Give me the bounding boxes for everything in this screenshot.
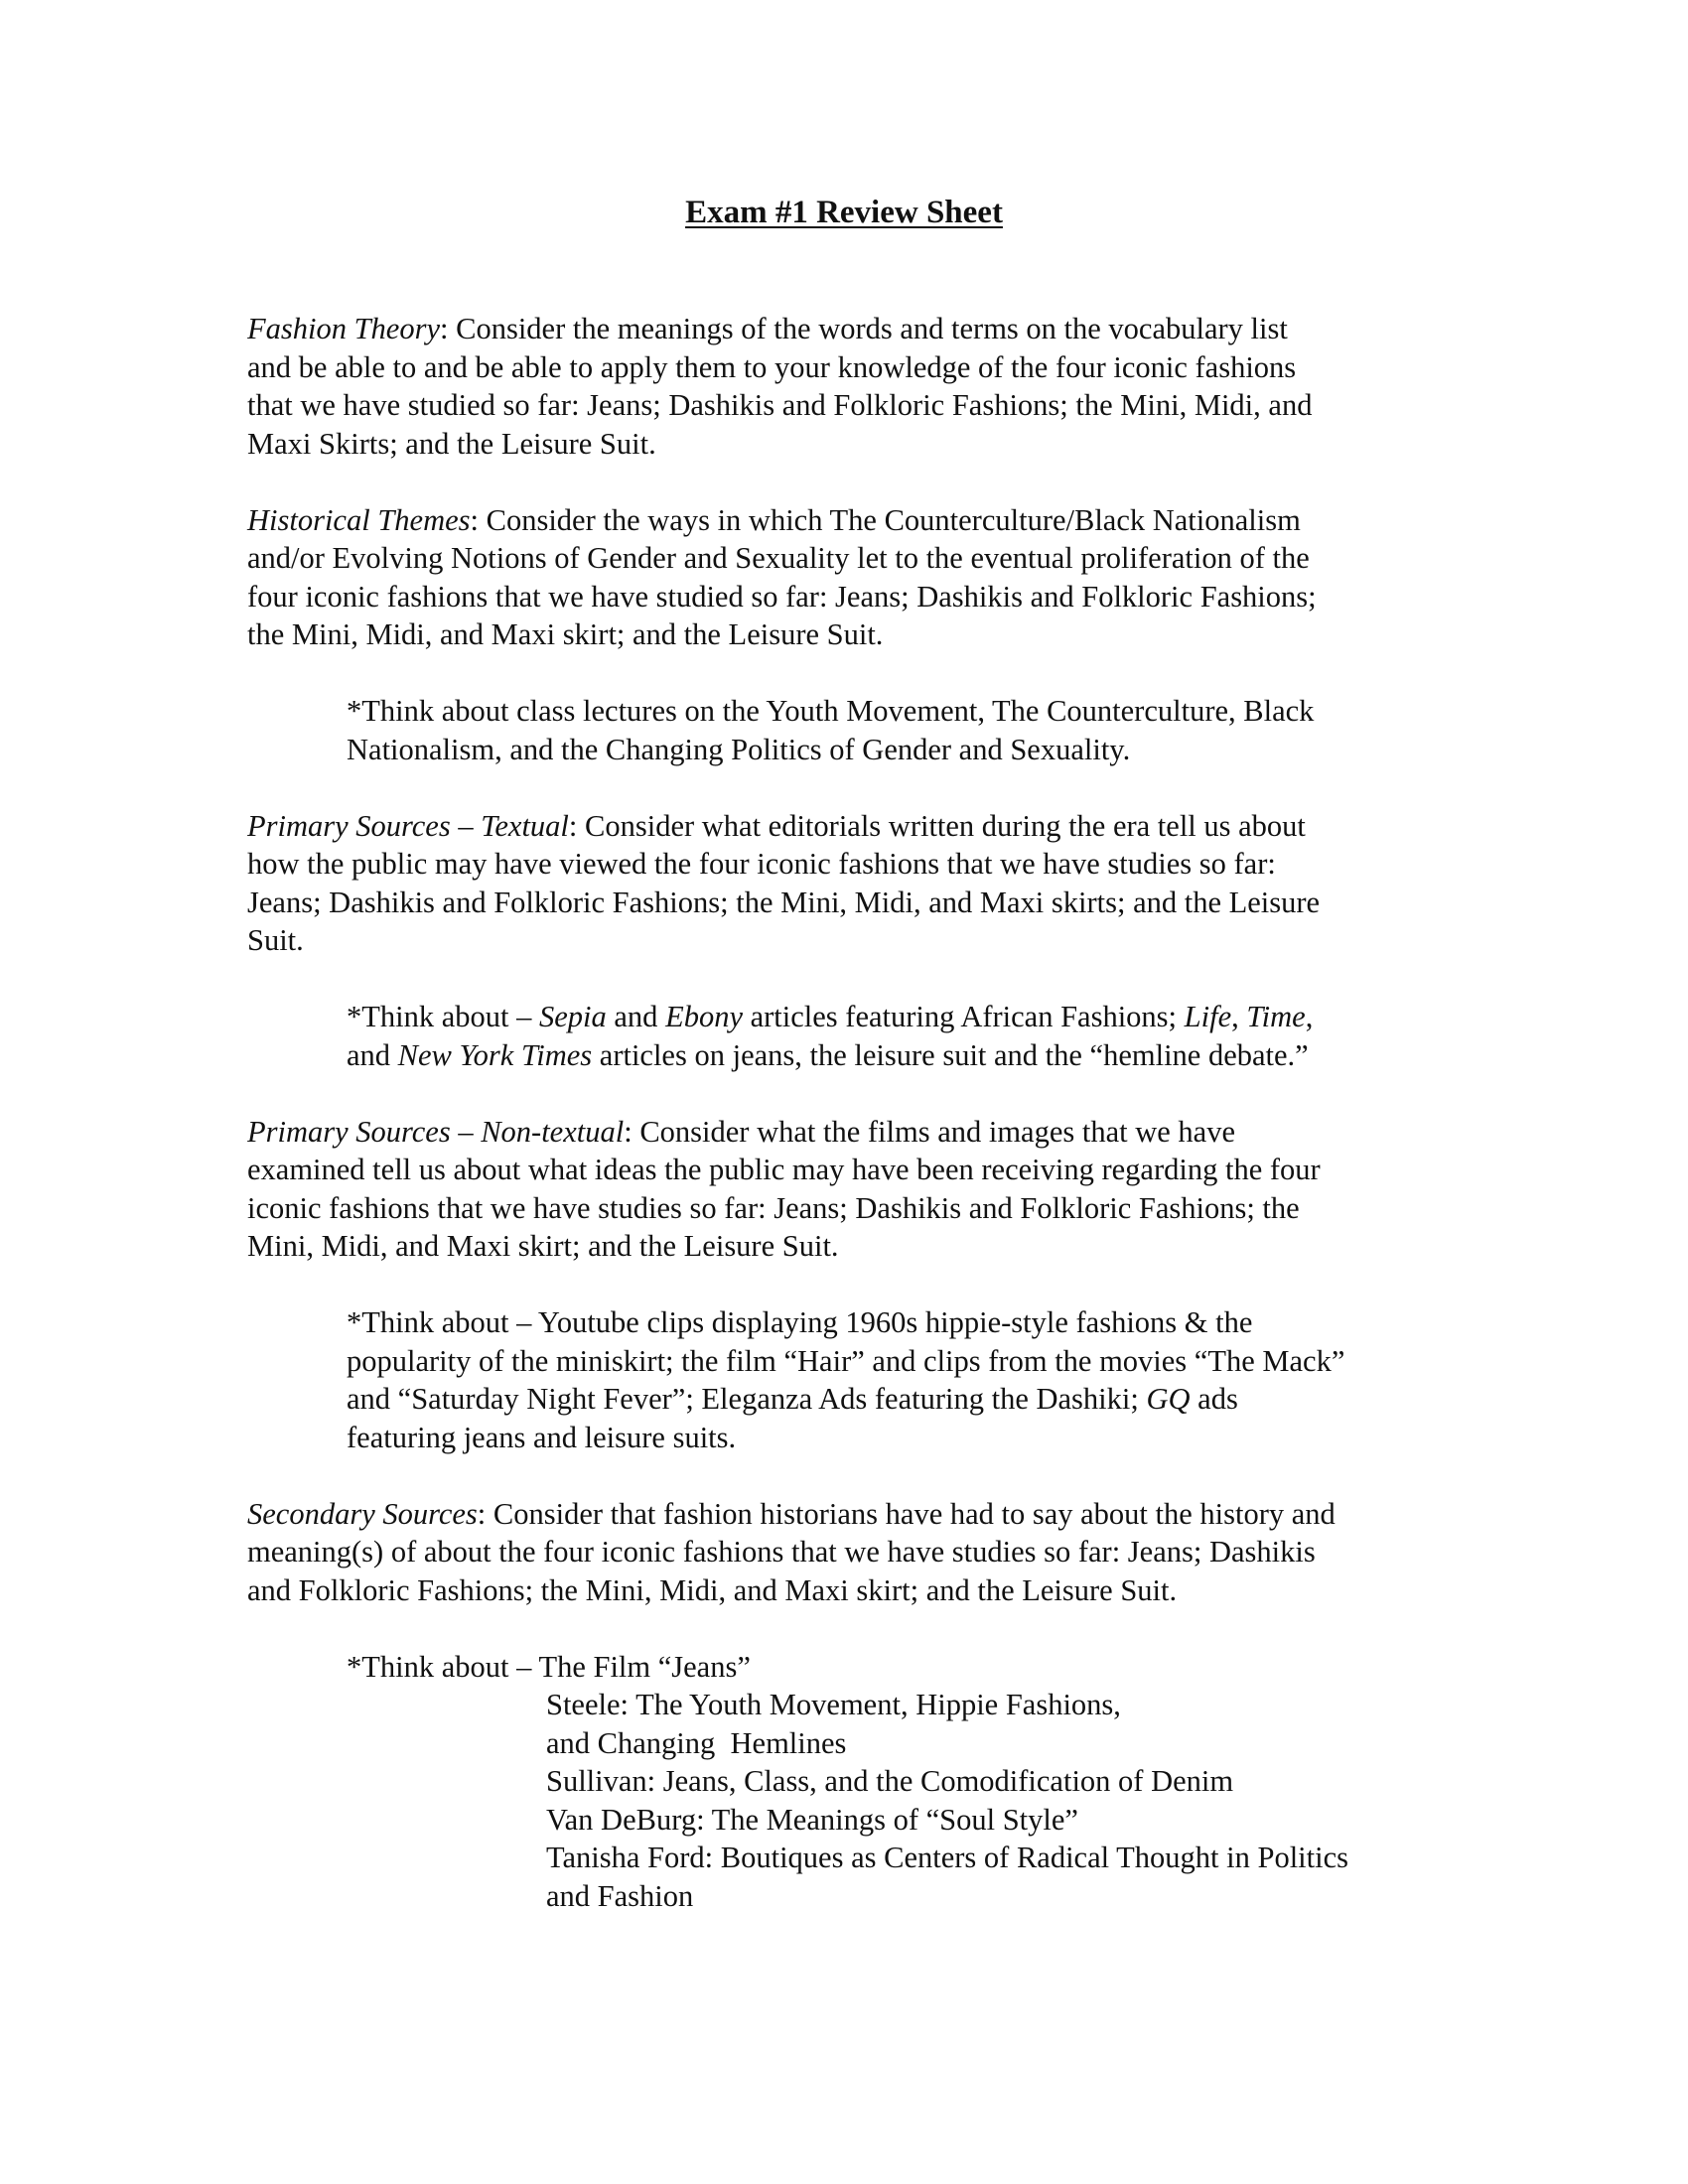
list-item: Van DeBurg: The Meanings of “Soul Style” (546, 1802, 1078, 1837)
section-text: : Consider that fashion historians have had to say about the history and (477, 1496, 1336, 1531)
section-primary-nontextual (247, 1113, 1459, 1266)
paragraph-line: and be able to and be able to apply them to your knowledge of the four iconic fashions (247, 349, 1297, 384)
note-primary-textual (347, 998, 1459, 1074)
section-heading: Primary Sources – Non-textual (247, 1114, 625, 1149)
note-line: *Think about – The Film “Jeans” (347, 1649, 751, 1684)
note-text: articles on jeans, the leisure suit and the “hemline debate.” (592, 1037, 1309, 1072)
section-heading: Historical Themes (247, 502, 471, 537)
note-text: , (1305, 1000, 1314, 1033)
list-item: Steele: The Youth Movement, Hippie Fashions, (546, 1688, 1121, 1721)
publication-title: Life (1184, 1000, 1232, 1033)
section-text: : Consider the meanings of the words and terms on the vocabulary list (440, 312, 1288, 345)
paragraph-line (247, 501, 1459, 540)
note-line (347, 1036, 1459, 1075)
paragraph-line: Maxi Skirts; and the Leisure Suit. (247, 426, 656, 461)
note-line: featuring jeans and leisure suits. (347, 1420, 737, 1454)
publication-title: Sepia (539, 1000, 607, 1033)
list-item: Tanisha Ford: Boutiques as Centers of Radical Thought in Politics (546, 1841, 1349, 1874)
paragraph-line: examined tell us about what ideas the public may have been receiving regarding the four (247, 1153, 1321, 1186)
note-line: Nationalism, and the Changing Politics of Gender and Sexuality. (347, 732, 1131, 766)
paragraph-line: that we have studied so far: Jeans; Dashikis and Folkloric Fashions; the Mini, Midi, and (247, 388, 1313, 422)
paragraph-line: and Folkloric Fashions; the Mini, Midi, and Maxi skirt; and the Leisure Suit. (247, 1572, 1178, 1607)
note-text: and “Saturday Night Fever”; Eleganza Ads featuring the Dashiki; (347, 1382, 1147, 1416)
note-line: *Think about class lectures on the Youth Movement, The Counterculture, Black (347, 694, 1315, 728)
paragraph-line: and/or Evolving Notions of Gender and Sexuality let to the eventual proliferation of the (247, 541, 1310, 575)
section-heading: Primary Sources – Textual (247, 808, 569, 843)
paragraph-line: Jeans; Dashikis and Folkloric Fashions; the Mini, Midi, and Maxi skirts; and the Leisure (247, 885, 1321, 919)
publication-title: GQ (1146, 1382, 1191, 1416)
note-text: ads (1190, 1382, 1238, 1416)
paragraph-line (247, 1495, 1459, 1534)
note-line: *Think about – Youtube clips displaying 1960s hippie-style fashions & the (347, 1305, 1253, 1339)
note-line (347, 998, 1459, 1036)
section-text: : Consider what editorials written during the era tell us about (568, 808, 1306, 843)
paragraph-line (247, 310, 1459, 348)
paragraph-line: Suit. (247, 923, 304, 957)
paragraph-line: Mini, Midi, and Maxi skirt; and the Leisure Suit. (247, 1229, 839, 1263)
note-line (347, 1380, 1459, 1419)
note-line: popularity of the miniskirt; the film “Hair” and clips from the movies “The Mack” (347, 1343, 1345, 1378)
list-item: Sullivan: Jeans, Class, and the Comodification of Denim (546, 1764, 1234, 1798)
list-item: and Changing Hemlines (546, 1725, 847, 1760)
section-primary-textual (247, 807, 1459, 960)
note-text: , (1231, 1000, 1247, 1033)
paragraph-line: meaning(s) of about the four iconic fashions that we have studies so far: Jeans; Dashikis (247, 1535, 1316, 1569)
page-title: Exam #1 Review Sheet (685, 195, 1003, 230)
section-secondary-sources (247, 1495, 1459, 1610)
paragraph-line: four iconic fashions that we have studied so far: Jeans; Dashikis and Folkloric Fashions; (247, 579, 1317, 614)
publication-title: Time (1246, 1000, 1306, 1033)
paragraph-line: the Mini, Midi, and Maxi skirt; and the Leisure Suit. (247, 617, 884, 651)
list-item: and Fashion (546, 1878, 694, 1913)
note-secondary-sources (347, 1648, 1459, 1687)
note-text: and (606, 1000, 666, 1033)
note-historical-themes (347, 692, 1459, 768)
paragraph-line (247, 807, 1459, 846)
paragraph-line: how the public may have viewed the four iconic fashions that we have studies so far: (247, 847, 1276, 881)
document-body (247, 310, 1459, 1915)
section-heading: Secondary Sources (247, 1496, 478, 1531)
paragraph-line (247, 1113, 1459, 1152)
publication-title: New York Times (397, 1037, 593, 1072)
section-text: : Consider the ways in which The Counterculture/Black Nationalism (470, 502, 1301, 537)
source-list (546, 1686, 1459, 1915)
section-heading: Fashion Theory (247, 312, 441, 345)
note-primary-nontextual (347, 1303, 1459, 1456)
note-text: articles featuring African Fashions; (742, 1000, 1185, 1033)
publication-title: Ebony (665, 1000, 743, 1033)
section-text: : Consider what the films and images that we have (624, 1114, 1235, 1149)
paragraph-line: iconic fashions that we have studies so far: Jeans; Dashikis and Folkloric Fashions; the (247, 1190, 1300, 1225)
section-historical-themes (247, 501, 1459, 654)
note-text: *Think about – (347, 1000, 539, 1033)
note-text: and (347, 1037, 398, 1072)
section-fashion-theory (247, 310, 1459, 463)
